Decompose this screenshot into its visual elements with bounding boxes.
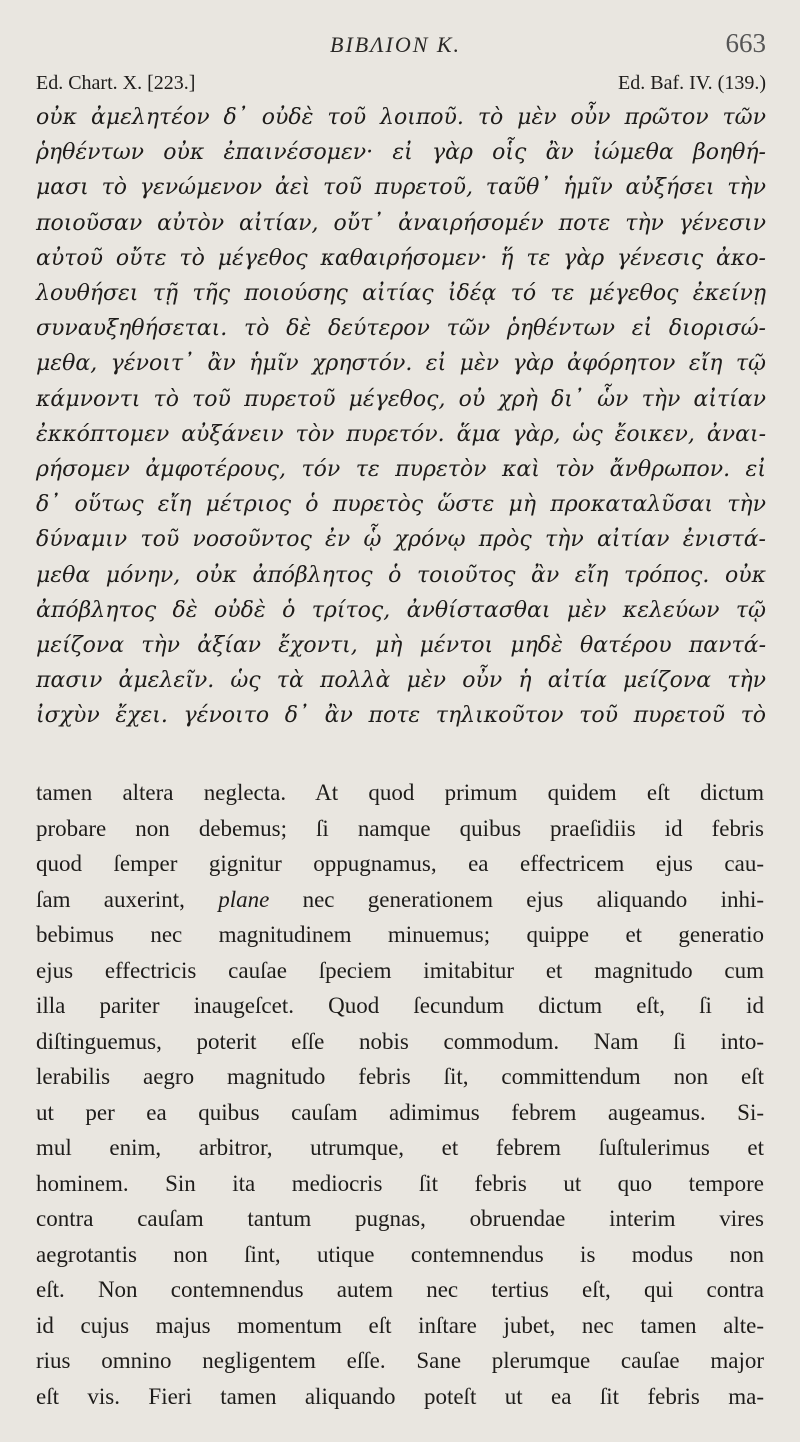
latin-line: contra cauſam tantum pugnas, obruendae interim vires: [36, 1206, 764, 1231]
page-number: 663: [725, 28, 766, 58]
greek-line: μείζονα τὴν ἀξίαν ἔχοντι, μὴ μέντοι μηδὲ θατέρου παντά-: [36, 633, 766, 659]
edition-reference-chartier: Ed. Chart. X. [223.]: [36, 72, 196, 94]
latin-line: probare non debemus; ſi namque quibus praeſidiis id febris: [36, 815, 764, 841]
greek-line: δ᾽ οὕτως εἴη μέτριος ὁ πυρετὸς ὥστε μὴ προκαταλῦσαι τὴν: [36, 492, 766, 518]
greek-line: μεθα μόνην, οὐκ ἀπόβλητος ὁ τοιοῦτος ἂν εἴη τρόπος. οὐκ: [36, 562, 766, 588]
greek-line: ποιοῦσαν αὐτὸν αἰτίαν, οὔτ᾽ ἀναιρήσομέν ποτε τὴν γένεσιν: [36, 210, 766, 236]
latin-translation-block: [36, 775, 764, 1414]
latin-text: ſam auxerint,: [36, 886, 185, 912]
greek-line: πασιν ἀμελεῖν. ὡς τὰ πολλὰ μὲν οὖν ἡ αἰτία μείζονα τὴν: [36, 668, 766, 694]
latin-line: ejus effectricis cauſae ſpeciem imitabitur et magnitudo cum: [36, 957, 764, 983]
italic-word: plane: [218, 886, 270, 912]
latin-line: tamen altera neglecta. At quod primum quidem eſt dictum: [36, 780, 764, 805]
latin-line: rius omnino negligentem eſſe. Sane plerumque cauſae major: [36, 1348, 764, 1373]
latin-line: bebimus nec magnitudinem minuemus; quippe et generatio: [36, 922, 764, 947]
latin-line: hominem. Sin ita mediocris ſit febris ut quo tempore: [36, 1170, 764, 1196]
greek-line: ἀπόβλητος δὲ οὐδὲ ὁ τρίτος, ἀνθίστασθαι μὲν κελεύων τῷ: [36, 597, 766, 623]
greek-line: ἰσχὺν ἔχει. γένοιτο δ᾽ ἂν ποτε τηλικοῦτον τοῦ πυρετοῦ τὸ: [36, 703, 766, 729]
greek-line: συναυξηθήσεται. τὸ δὲ δεύτερον τῶν ῥηθέντων εἰ διορισώ-: [36, 316, 766, 342]
greek-line: οὐκ ἀμελητέον δ᾽ οὐδὲ τοῦ λοιποῦ. τὸ μὲν οὖν πρῶτον τῶν: [36, 105, 766, 130]
greek-line: ἐκκόπτομεν αὐξάνειν τὸν πυρετόν. ἅμα γὰρ, ὡς ἔοικεν, ἀναι-: [36, 421, 766, 447]
latin-line: eſt vis. Fieri tamen aliquando poteſt ut ea ſit febris ma-: [36, 1383, 764, 1409]
greek-line: λουθήσει τῇ τῆς ποιούσης αἰτίας ἰδέᾳ τό τε μέγεθος ἐκείνῃ: [36, 281, 766, 307]
latin-line: quod ſemper gignitur oppugnamus, ea effectricem ejus cau-: [36, 851, 764, 876]
greek-line: μασι τὸ γενώμενον ἀεὶ τοῦ πυρετοῦ, ταῦθ᾽ ἡμῖν αὐξήσει τὴν: [36, 175, 766, 201]
running-head: [0, 28, 800, 58]
latin-line: eſt. Non contemnendus autem nec tertius eſt, qui contra: [36, 1277, 764, 1302]
greek-line: κάμνοντι τὸ τοῦ πυρετοῦ μέγεθος, οὐ χρὴ δι᾽ ὧν τὴν αἰτίαν: [36, 386, 766, 412]
greek-text-block: [36, 100, 766, 734]
greek-line: ῥηθέντων οὐκ ἐπαινέσομεν· εἰ γὰρ οἷς ἂν ἰώμεθα βοηθή-: [36, 140, 766, 166]
greek-line: ρήσομεν ἀμφοτέρους, τόν τε πυρετὸν καὶ τὸν ἄνθρωπον. εἰ: [36, 457, 766, 483]
latin-line: ut per ea quibus cauſam adimimus febrem augeamus. Si-: [36, 1099, 764, 1125]
latin-line: lerabilis aegro magnitudo febris ſit, committendum non eſt: [36, 1064, 764, 1089]
latin-line: illa pariter inaugeſcet. Quod ſecundum dictum eſt, ſi id: [36, 993, 764, 1018]
latin-line: mul enim, arbitror, utrumque, et febrem ſuſtulerimus et: [36, 1135, 764, 1160]
edition-reference-basel: Ed. Baf. IV. (139.): [618, 72, 766, 94]
latin-line: id cujus majus momentum eſt inſtare jubet, nec tamen alte-: [36, 1312, 764, 1338]
latin-text: nec generationem ejus aliquando inhi-: [302, 886, 765, 912]
latin-line: diſtinguemus, poterit eſſe nobis commodum. Nam ſi into-: [36, 1028, 764, 1054]
greek-line: μεθα, γένοιτ᾽ ἂν ἡμῖν χρηστόν. εἰ μὲν γὰρ ἀφόρητον εἴη τῷ: [36, 351, 766, 377]
edition-references: [36, 72, 766, 98]
latin-line: [36, 882, 764, 918]
latin-line: aegrotantis non ſint, utique contemnendus is modus non: [36, 1241, 764, 1267]
greek-line: δύναμιν τοῦ νοσοῦντος ἐν ᾧ χρόνῳ πρὸς τὴν αἰτίαν ἐνιστά-: [36, 527, 766, 553]
greek-line: αὐτοῦ οὔτε τὸ μέγεθος καθαιρήσομεν· ἥ τε γὰρ γένεσις ἀκο-: [36, 245, 766, 271]
book-title: BIBΛΙΟΝ K.: [330, 32, 462, 57]
